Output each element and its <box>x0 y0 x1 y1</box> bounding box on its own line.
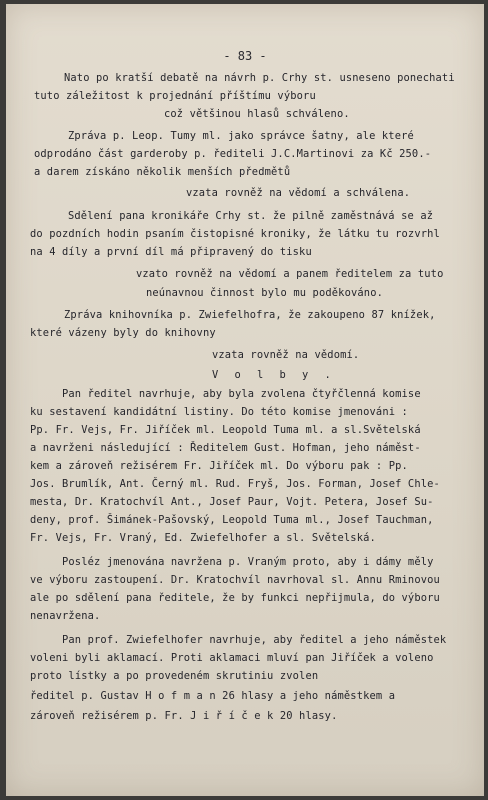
text-line: neúnavnou činnost bylo mu poděkováno. <box>146 287 384 299</box>
text-line: voleni byli aklamací. Proti aklamaci mluví pan Jiříček a voleno <box>30 652 434 664</box>
text-line: vzata rovněž na vědomí. <box>212 349 360 361</box>
text-line: deny, prof. Šimánek-Pašovský, Leopold Tuma ml., Josef Tauchman, <box>30 514 434 526</box>
text-line: kem a zároveň režisérem Fr. Jiříček ml. Do výboru pak : Pp. <box>30 460 408 472</box>
text-line: a darem získáno několik menších předmětů <box>34 166 291 178</box>
text-line: ale po sdělení pana ředitele, že by funkci nepřijmula, do výboru <box>30 592 440 604</box>
text-line: ve výboru zastoupení. Dr. Kratochvíl navrhoval sl. Annu Rminovou <box>30 574 440 586</box>
text-line: ku sestavení kandidátní listiny. Do této komise jmenováni : <box>30 406 408 418</box>
text-line: které vázeny byly do knihovny <box>30 327 216 339</box>
text-line: nenavržena. <box>30 610 101 622</box>
document-page <box>6 4 484 796</box>
text-line: Nato po kratší debatě na návrh p. Crhy st. usneseno ponechati <box>64 72 455 84</box>
text-line: mesta, Dr. Kratochvíl Ant., Josef Paur, Vojt. Petera, Josef Su- <box>30 496 434 508</box>
text-line: tuto záležitost k projednání příštímu výboru <box>34 90 316 102</box>
text-line: Posléz jmenována navržena p. Vraným proto, aby i dámy měly <box>62 556 434 568</box>
text-line: vzato rovněž na vědomí a panem ředitelem za tuto <box>136 268 444 280</box>
page-number: - 83 - <box>223 49 267 63</box>
text-line: vzata rovněž na vědomí a schválena. <box>186 187 411 199</box>
text-line: do pozdních hodin psaním čistopisné kroniky, že látku tu rozvrhl <box>30 228 440 240</box>
section-heading: V o l b y . <box>212 369 336 381</box>
text-line: odprodáno část garderoby p. řediteli J.C.Martinovi za Kč 250.- <box>34 148 432 160</box>
text-line: Zpráva p. Leop. Tumy ml. jako správce šatny, ale které <box>68 130 414 142</box>
text-line: ředitel p. Gustav H o f m a n 26 hlasy a jeho náměstkem a <box>30 690 396 702</box>
text-line: Fr. Vejs, Fr. Vraný, Ed. Zwiefelhofer a sl. Světelská. <box>30 532 376 544</box>
text-line: Jos. Brumlík, Ant. Černý ml. Rud. Fryš, Jos. Forman, Josef Chle- <box>30 478 440 490</box>
text-line: Pan ředitel navrhuje, aby byla zvolena čtyřčlenná komise <box>62 388 421 400</box>
text-line: Zpráva knihovníka p. Zwiefelhofra, že zakoupeno 87 knížek, <box>64 309 436 321</box>
text-line: což většinou hlasů schváleno. <box>164 108 350 120</box>
text-line: na 4 díly a první díl má připravený do tisku <box>30 246 312 258</box>
text-line: a navrženi následující : Ředitelem Gust. Hofman, jeho náměst- <box>30 442 421 454</box>
text-line: Pp. Fr. Vejs, Fr. Jiříček ml. Leopold Tuma ml. a sl.Světelská <box>30 424 421 436</box>
text-line: proto lístky a po provedeném skrutiniu zvolen <box>30 670 319 682</box>
text-line: zároveň režisérem p. Fr. J i ř í č e k 20 hlasy. <box>30 710 338 722</box>
text-line: Sdělení pana kronikáře Crhy st. že pilně zaměstnává se až <box>68 210 434 222</box>
text-line: Pan prof. Zwiefelhofer navrhuje, aby ředitel a jeho náměstek <box>62 634 447 646</box>
